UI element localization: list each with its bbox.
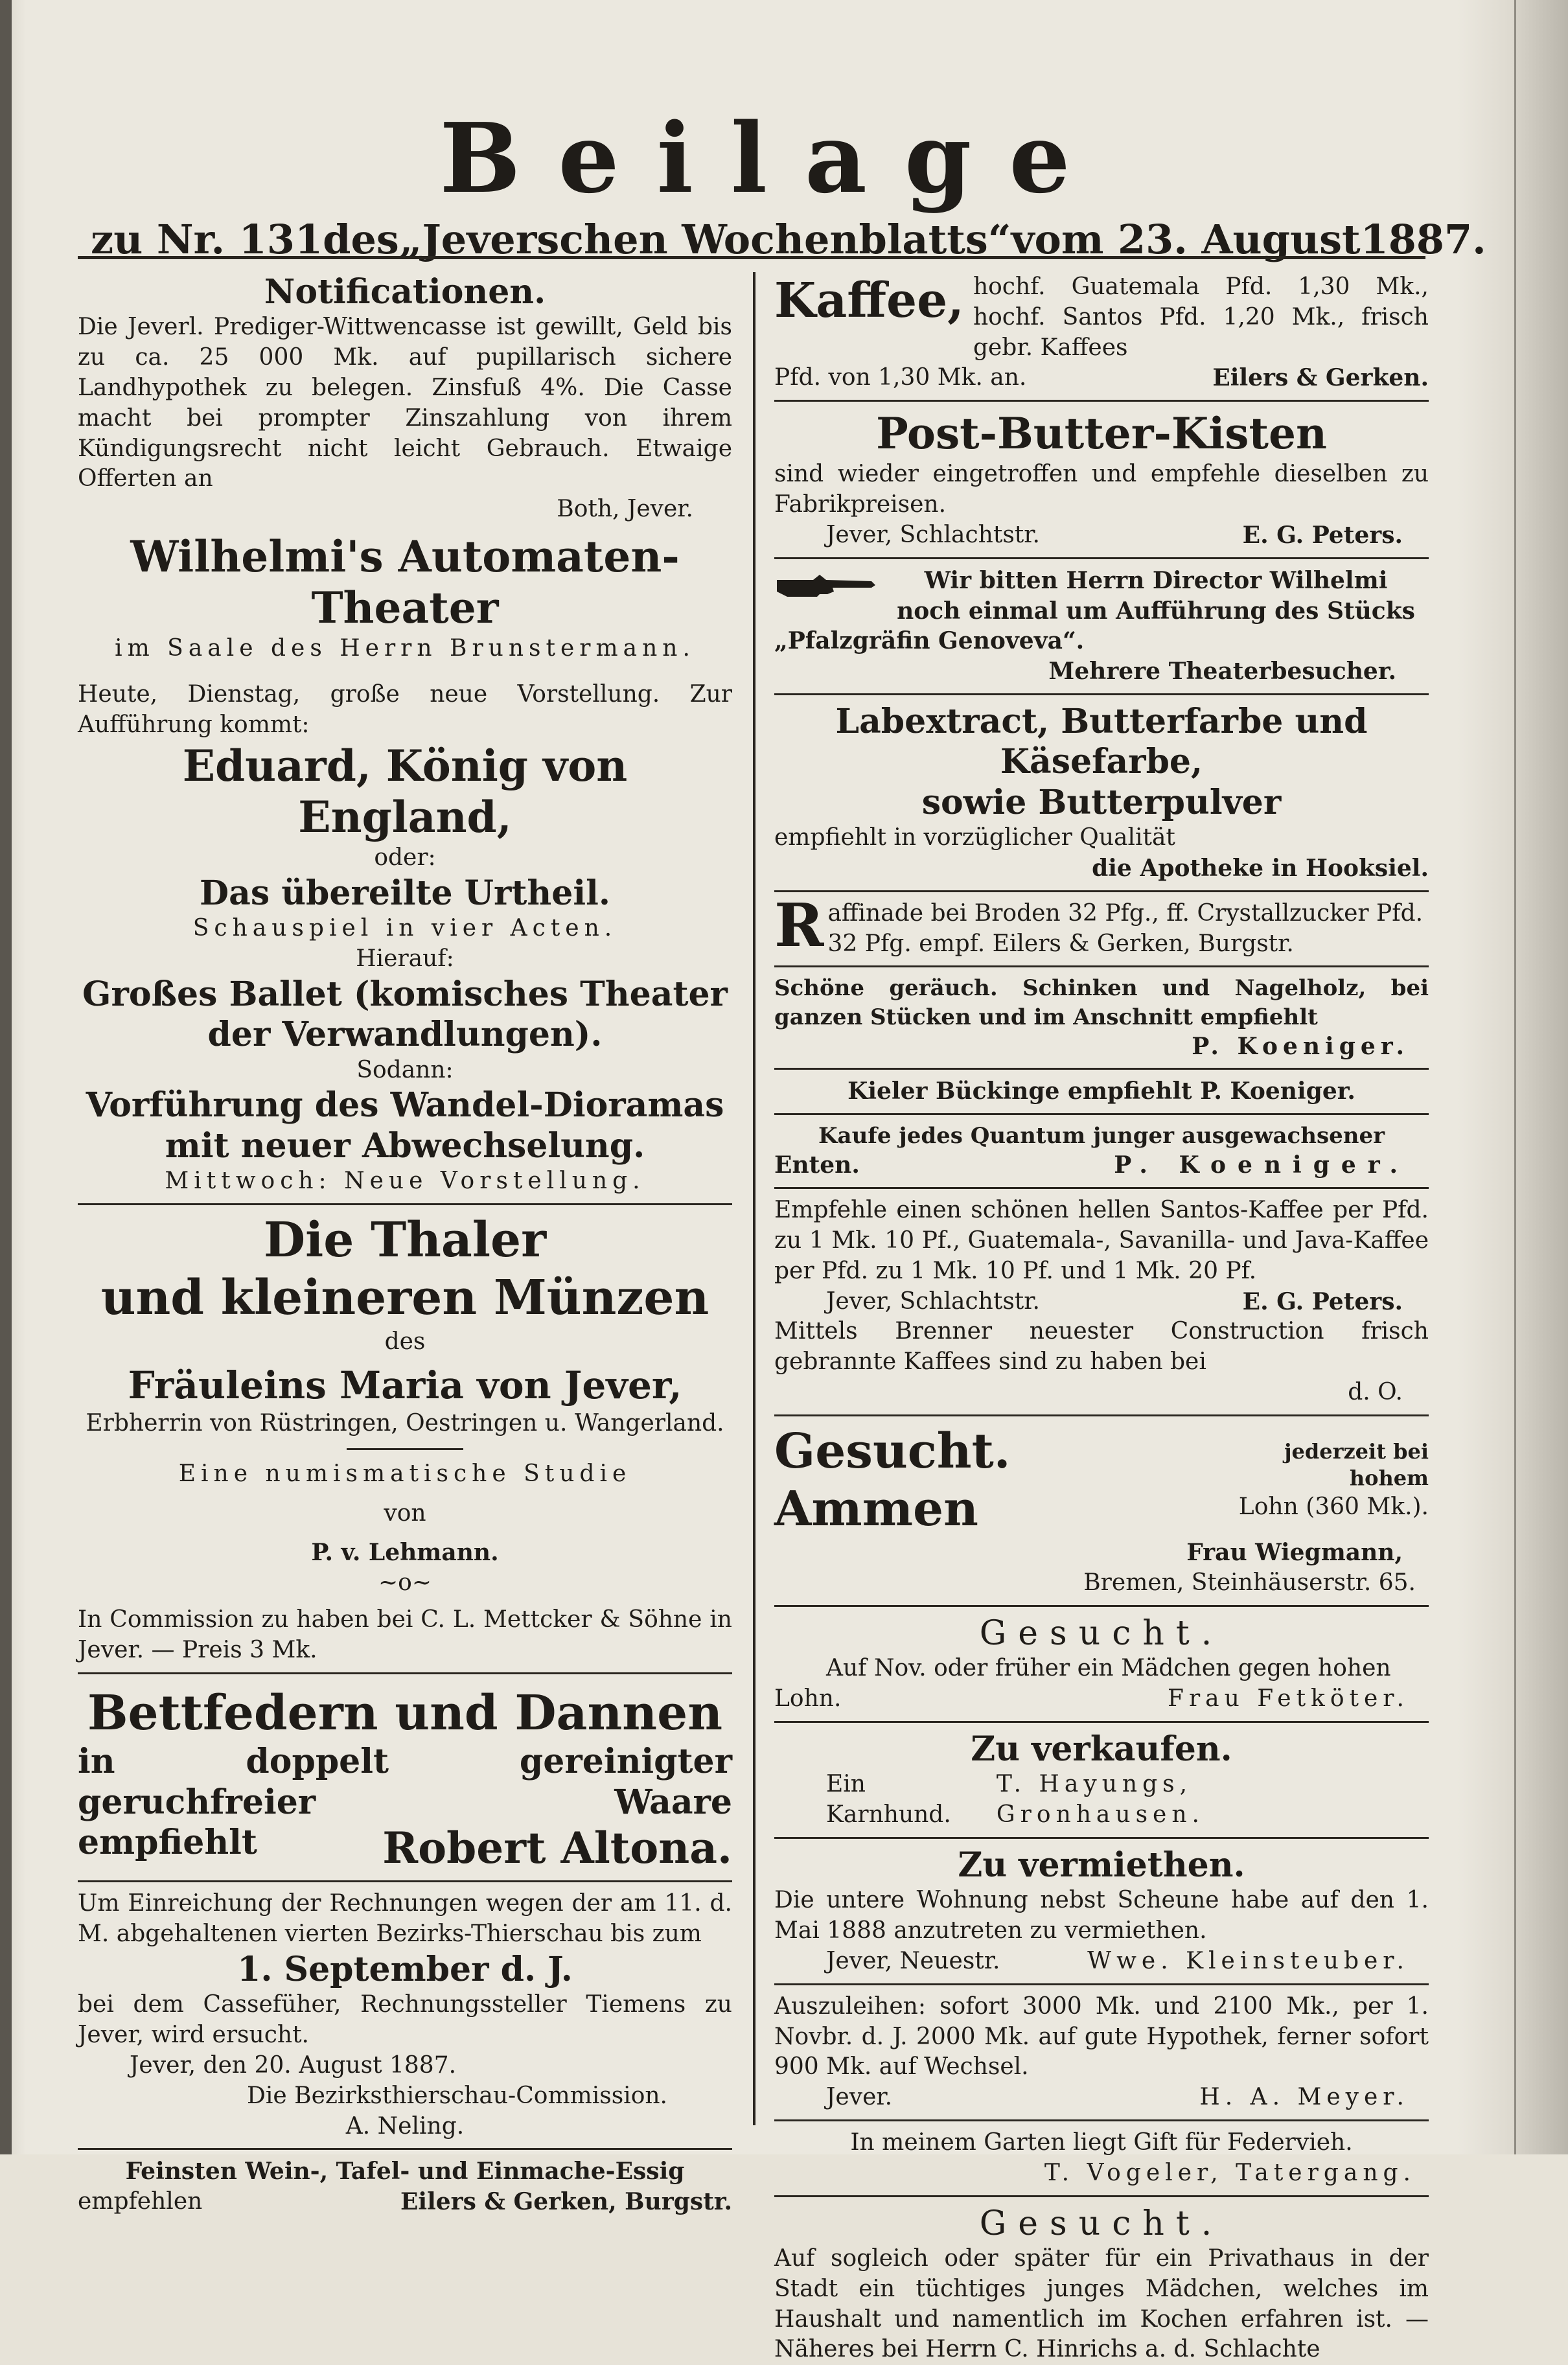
lab-heading-2: sowie Butterpulver [921,782,1282,822]
separator [774,1068,1429,1070]
separator [78,1880,732,1882]
enten-row [774,1150,1429,1181]
header-rule [78,256,1425,259]
page-subtitle [78,216,1486,263]
director-signature: Mehrere Theaterbesucher. [1048,658,1396,686]
schinken-text: Schöne geräuch. Schinken und Nagelholz, bei ganzen Stücken und im Anschnitt empfiehlt [774,975,1429,1030]
essig-signature: Eilers & Gerken, Burgstr. [400,2188,732,2216]
page-header [78,102,1486,263]
director-text-2: noch einmal um Aufführung des Stücks [897,597,1415,625]
raffinade-initial: R [774,890,824,960]
kaffee-text: hochf. Guatemala Pfd. 1,30 Mk., hochf. Santos Pfd. 1,20 Mk., frisch gebr. Kaffees [973,273,1429,361]
separator [78,2148,732,2150]
essig-text: Feinsten Wein-, Tafel- und Einmache-Essig [125,2158,685,2186]
separator [774,1837,1429,1839]
bett-merchant: Robert Altona. [382,1823,732,1874]
page-title: Beilage [439,102,1108,214]
auszuleihen-text: Auszuleihen: sofort 3000 Mk. und 2100 Mk., per 1. Novbr. d. J. 2000 Mk. auf gute Hypothek, ferner sofort 900 Mk. auf Wechsel. [774,1992,1429,2081]
separator [78,1203,732,1205]
kaffee-ad [774,272,1429,363]
theater-oder: oder: [374,844,436,871]
book-heading-2: und kleineren Münzen [100,1269,709,1326]
brenner-signature: d. O. [1348,1379,1403,1406]
vermiethen-text: Die untere Wohnung nebst Scheune habe auf den 1. Mai 1888 anzutreten zu vermiethen. [774,1887,1429,1944]
book-author: P. v. Lehmann. [311,1539,499,1567]
post-row [774,520,1429,551]
separator [774,890,1429,892]
vermiethen-heading: Zu vermiethen. [958,1845,1245,1885]
vermiethen-place: Jever, Neuestr. [826,1947,1000,1974]
ornament: ~o~ [378,1569,432,1597]
theater-today: Heute, Dienstag, große neue Vorstellung. Zur Aufführung kommt: [78,681,732,738]
binding-spine [0,0,12,2154]
book-study: Eine numismatische Studie [178,1460,632,1487]
ammen-ad [774,1423,1429,1538]
enten-signature: P. Koeniger. [1114,1151,1409,1179]
theater-ballet: Großes Ballet (komisches Theater der Verwandlungen). [82,974,728,1055]
separator [78,1672,732,1674]
gift-signature: T. Vogeler, Tatergang. [1044,2159,1416,2186]
santos-text: Empfehle einen schönen hellen Santos-Kaffee per Pfd. zu 1 Mk. 10 Pf., Guatemala-, Savanilla- und Java-Kaffee per Pfd. zu 1 Mk. 10 Pf. und 1 Mk. 20 Pf. [774,1197,1429,1284]
kaffee-row [774,363,1429,393]
separator [774,1113,1429,1115]
gift-text: In meinem Garten liegt Gift für Federvieh. [850,2128,1353,2156]
vermiethen-row [774,1946,1429,1977]
gesucht-heading-1: Gesucht. [979,1614,1224,1654]
theater-diorama: Vorführung des Wandel-Dioramas mit neuer Abwechselung. [86,1085,724,1166]
kaffee-line: Pfd. von 1,30 Mk. an. [774,364,1027,391]
subtitle-date: vom 23. August [1011,216,1361,263]
separator [774,2119,1429,2121]
brenner-text: Mittels Brenner neuester Construction frisch gebrannte Kaffees sind zu haben bei [774,1318,1429,1376]
post-signature: E. G. Peters. [1242,521,1403,549]
subtitle-year: 1887. [1360,216,1486,263]
kaffee-signature: Eilers & Gerken. [1212,364,1429,392]
kaffee-word: Kaffee, [774,273,964,329]
column-divider [753,272,755,2125]
gesucht-signature-1: Frau Fetköter. [1167,1685,1409,1713]
lab-heading-1: Labextract, Butterfarbe und Käsefarbe, [835,701,1368,782]
separator [774,1721,1429,1723]
page-edge [1514,0,1568,2154]
book-commission: In Commission zu haben bei C. L. Mettcker & Söhne in Jever. — Preis 3 Mk. [78,1606,732,1663]
director-ad [774,566,1429,627]
post-place: Jever, Schlachtstr. [826,521,1040,548]
lab-text: empfiehlt in vorzüglicher Qualität [774,824,1175,851]
book-name: Fräuleins Maria von Jever, [128,1363,682,1408]
bett-row [78,1823,732,1874]
pointing-hand-icon [774,571,878,599]
short-separator [347,1448,463,1450]
book-von: von [384,1499,426,1527]
left-column [78,272,732,2216]
notif-heading: Notificationen. [264,272,546,312]
verkaufen-heading: Zu verkaufen. [971,1729,1232,1770]
book-subtitle: Erbherrin von Rüstringen, Oestringen u. Wangerland. [86,1410,724,1437]
verkaufen-left: Ein Karnhund. [826,1771,951,1829]
book-heading-1: Die Thaler [263,1212,547,1269]
theater-heading: Wilhelmi's Automaten-Theater [130,531,680,634]
ammen-name: Frau Wiegmann, [1186,1539,1403,1567]
theater-acts: Schauspiel in vier Acten. [192,915,617,942]
gesucht-left-1: Lohn. [774,1685,842,1713]
rechnung-commission: Die Bezirksthierschau-Commission. [247,2082,667,2109]
theater-play-subtitle: Das übereilte Urtheil. [200,873,610,913]
vermiethen-signature: Wwe. Kleinsteuber. [1087,1947,1409,1974]
theater-hierauf: Hierauf: [356,945,454,973]
kieler-text: Kieler Bückinge empfiehlt P. Koeniger. [847,1078,1355,1105]
rechnung-text-2: bei dem Cassefüher, Rechnungssteller Tiemens zu Jever, wird ersucht. [78,1991,732,2049]
essig-empfehlen: empfehlen [78,2188,203,2215]
separator [774,1605,1429,1607]
subtitle-des: des [323,216,399,263]
raffinade-ad [774,890,1429,960]
santos-signature: E. G. Peters. [1242,1287,1403,1315]
enten-text: Kaufe jedes Quantum junger ausgewachsener [818,1123,1385,1149]
post-heading: Post-Butter-Kisten [876,408,1327,459]
separator [774,1414,1429,1416]
subtitle-paper: „Jeverschen Wochenblatts“ [398,216,1011,263]
rechnung-place: Jever, den 20. August 1887. [130,2051,457,2079]
schinken-signature: P. Koeniger. [1192,1032,1409,1060]
auszuleihen-place: Jever. [826,2084,893,2111]
theater-subheading: im Saale des Herrn Brunstermann. [115,635,695,662]
separator [774,965,1429,967]
verkaufen-row [774,1770,1429,1830]
separator [774,1983,1429,1985]
bett-text: in doppelt gereinigter geruchfreier Waare [78,1742,732,1822]
enten-left: Enten. [774,1151,860,1179]
theater-sodann: Sodann: [356,1056,454,1083]
bett-empfiehlt: empfiehlt [78,1823,257,1863]
gesucht-heading-2: Gesucht. [979,2204,1224,2243]
ammen-heading: Gesucht. Ammen [774,1423,1011,1537]
santos-place: Jever, Schlachtstr. [826,1287,1040,1315]
separator [774,2195,1429,2197]
gesucht-text-2: Auf sogleich oder später für ein Privathaus in der Stadt ein tüchtiges junges Mädchen, welches im Haushalt und namentlich im Kochen erfahren ist. — Näheres bei Herrn C. Hinrichs a. d. Schlachte [774,2244,1429,2363]
director-text-3: „Pfalzgräfin Genoveva“. [774,627,1085,655]
separator [774,400,1429,402]
separator [774,693,1429,695]
ammen-address: Bremen, Steinhäuserstr. 65. [1083,1569,1416,1597]
notif-text: Die Jeverl. Prediger-Wittwencasse ist gewillt, Geld bis zu ca. 25 000 Mk. auf pupillarisch sichere Landhypothek zu belegen. Zinsfuß 4%. Die Casse macht bei prompter Zinszahlung von ihrem Kündigungsrecht nicht leicht Gebrauch. Etwaige Offerten an [78,314,732,492]
ammen-side [1209,1438,1429,1523]
theater-mittwoch: Mittwoch: Neue Vorstellung. [165,1168,645,1195]
auszuleihen-row [774,2082,1429,2113]
gesucht-row-1 [774,1684,1429,1714]
rechnung-signature: A. Neling. [345,2112,465,2140]
book-des: des [384,1328,426,1355]
rechnung-text: Um Einreichung der Rechnungen wegen der am 11. d. M. abgehaltenen vierten Bezirks-Thierschau bis zum [78,1890,732,1948]
subtitle-issue: zu Nr. 131 [91,216,323,263]
ammen-side-2: Lohn (360 Mk.). [1238,1493,1429,1520]
rechnung-date: 1. September d. J. [237,1949,573,1989]
raffinade-text: affinade bei Broden 32 Pfg., ff. Crystallzucker Pfd. 32 Pfg. empf. Eilers & Gerken, Burgstr. [827,899,1424,957]
separator [774,557,1429,559]
ammen-side-1: jederzeit bei hohem [1284,1438,1429,1491]
gesucht-text-1: Auf Nov. oder früher ein Mädchen gegen hohen [826,1655,1391,1682]
director-text-1: Wir bitten Herrn Director Wilhelmi [924,566,1388,594]
theater-play: Eduard, König von England, [182,740,628,842]
essig-row [78,2187,732,2217]
auszuleihen-signature: H. A. Meyer. [1199,2084,1409,2111]
notif-signature: Both, Jever. [557,496,693,523]
post-text: sind wieder eingetroffen und empfehle dieselben zu Fabrikpreisen. [774,461,1429,518]
lab-signature: die Apotheke in Hooksiel. [1092,854,1429,882]
bett-heading: Bettfedern und Dannen [87,1685,722,1741]
right-column [774,272,1429,2363]
separator [774,1187,1429,1189]
verkaufen-signature: T. Hayungs, Gronhausen. [996,1771,1205,1829]
director-text-block [883,566,1429,627]
santos-row [774,1287,1429,1317]
